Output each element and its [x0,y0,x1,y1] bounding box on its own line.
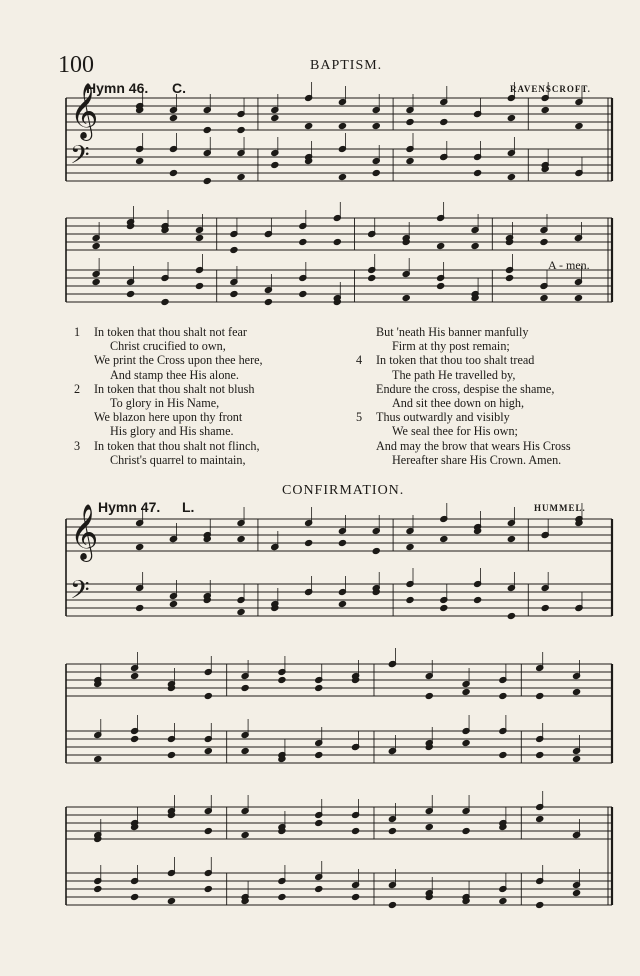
section-heading-confirmation: CONFIRMATION. [282,483,405,498]
note-head [271,114,279,121]
verse-line [356,453,571,467]
note-head [462,688,470,695]
note-head [499,897,507,904]
note-head [241,747,249,754]
verse-text: The path He travelled by, [392,367,516,382]
note-head [204,885,212,892]
note-head [425,823,433,830]
hymn-46-title: Hymn 46. [86,80,149,96]
note-head [536,751,544,758]
note-head [136,604,144,611]
verse-text: We blazon here upon thy front [94,410,243,425]
treble-clef-icon: 𝄞 [70,82,99,139]
page-number: 100 [58,52,94,78]
verse-text: Thus outwardly and visibly [376,410,510,425]
note-head [204,827,212,834]
verse-text: Endure the cross, despise the shame, [376,381,555,396]
note-head [507,612,515,619]
note-head [278,893,286,900]
verse-text: Firm at thy post remain; [392,339,510,354]
hymn-47-composer: HUMMEL. [534,503,586,513]
note-head [315,819,323,826]
verse-line [74,353,263,367]
verse-line [74,339,263,353]
note-head [169,600,177,607]
note-head [471,242,479,249]
verse-text: In token that thou shalt not blush [94,381,255,396]
note-head [131,735,139,742]
note-head [237,126,245,133]
note-head [372,122,380,129]
note-head [136,543,144,550]
verse-line [356,396,571,410]
verse-line [356,382,571,396]
note-head [204,747,212,754]
note-head [462,827,470,834]
verse-text: Christ crucified to own, [110,339,226,354]
verse-text: In token that thou shalt not flinch, [94,438,260,453]
verse-number: 3 [74,438,81,453]
verse-number: 5 [356,410,363,425]
verses-left-column [74,325,263,467]
note-head [338,600,346,607]
verse-line [356,424,571,438]
note-head [271,161,279,168]
note-head [507,535,515,542]
verse-line [356,353,571,367]
verse-line [356,410,571,424]
verse-text: To glory in His Name, [110,395,220,410]
note-head [406,543,414,550]
note-head [278,676,286,683]
note-head [264,298,272,305]
note-head [572,688,580,695]
hymn-47-title: Hymn 47. [98,499,161,515]
note-head [203,177,211,184]
verse-line [74,453,263,467]
verse-line [356,439,571,453]
note-head [131,672,139,679]
note-head [299,290,307,297]
note-head [572,889,580,896]
note-head [505,274,513,281]
note-head [167,897,175,904]
verse-text: His glory and His shame. [110,424,234,439]
note-head [195,234,203,241]
note-head [338,122,346,129]
note-head [305,539,313,546]
note-head [474,169,482,176]
note-head [315,885,323,892]
note-head [203,126,211,133]
note-head [574,294,582,301]
hymn-47-meter: L. [182,499,195,515]
note-head [541,604,549,611]
verse-number: 2 [74,381,81,396]
note-head [437,282,445,289]
section-heading-baptism: BAPTISM. [310,58,383,73]
note-head [161,298,169,305]
note-head [94,885,102,892]
note-head [507,173,515,180]
note-head [94,755,102,762]
note-head [92,278,100,285]
verse-line [74,382,263,396]
note-head [372,169,380,176]
note-head [127,290,135,297]
note-head [92,242,100,249]
note-head [299,238,307,245]
note-head [388,901,396,908]
note-head [540,294,548,301]
note-head [230,246,238,253]
note-head [338,539,346,546]
note-head [536,815,544,822]
verse-line [356,339,571,353]
note-head [136,157,144,164]
note-head [305,122,313,129]
note-head [406,118,414,125]
note-head [499,751,507,758]
verse-text: But 'neath His banner manfully [376,325,529,339]
note-head [333,238,341,245]
note-head [368,274,376,281]
note-head [237,535,245,542]
verse-number: 4 [356,353,363,368]
note-head [536,901,544,908]
verse-text: And sit thee down on high, [392,395,525,410]
note-head [437,242,445,249]
verse-text: Christ's quarrel to maintain, [110,452,246,467]
note-head [352,893,360,900]
note-head [425,692,433,699]
note-head [230,290,238,297]
note-head [499,692,507,699]
verse-number: 1 [74,325,81,339]
note-head [507,114,515,121]
note-head [575,122,583,129]
note-head [536,692,544,699]
verse-line [74,396,263,410]
note-head [241,831,249,838]
hymn-46-composer: RAVENSCROFT. [510,84,591,94]
note-head [169,169,177,176]
note-head [440,604,448,611]
note-head [440,535,448,542]
note-head [540,238,548,245]
verse-text: And stamp thee His alone. [110,367,239,382]
bass-clef-icon: 𝄢 [70,576,90,612]
verse-line [74,439,263,453]
note-head [402,294,410,301]
note-head [474,596,482,603]
note-head [237,173,245,180]
note-head [315,684,323,691]
note-head [406,157,414,164]
verse-line [356,368,571,382]
note-head [572,755,580,762]
note-head [372,547,380,554]
note-head [462,739,470,746]
verse-text: We seal thee for His own; [392,424,518,439]
verse-line [74,368,263,382]
verse-line [74,424,263,438]
note-head [338,173,346,180]
note-head [352,827,360,834]
note-head [131,893,139,900]
bass-clef-icon: 𝄢 [70,141,90,177]
amen-lyric: A - men. [548,258,590,272]
note-head [440,118,448,125]
verse-text: Hereafter share His Crown. Amen. [392,452,562,467]
verse-text: And may the brow that wears His Cross [376,438,571,453]
note-head [406,596,414,603]
verse-line [74,325,263,339]
note-head [195,282,203,289]
verse-line [356,325,571,339]
note-head [204,692,212,699]
hymn-46-meter: C. [172,80,186,96]
verse-line [74,410,263,424]
note-head [167,751,175,758]
note-head [237,608,245,615]
verse-text: In token that thou too shalt tread [376,353,535,368]
treble-clef-icon: 𝄞 [70,503,99,560]
note-head [388,827,396,834]
note-head [169,114,177,121]
verses-right-column [356,325,571,467]
verse-text: We print the Cross upon thee here, [94,353,263,368]
verse-text: In token that thou shalt not fear [94,325,247,339]
note-head [241,684,249,691]
note-head [541,106,549,113]
note-head [315,751,323,758]
